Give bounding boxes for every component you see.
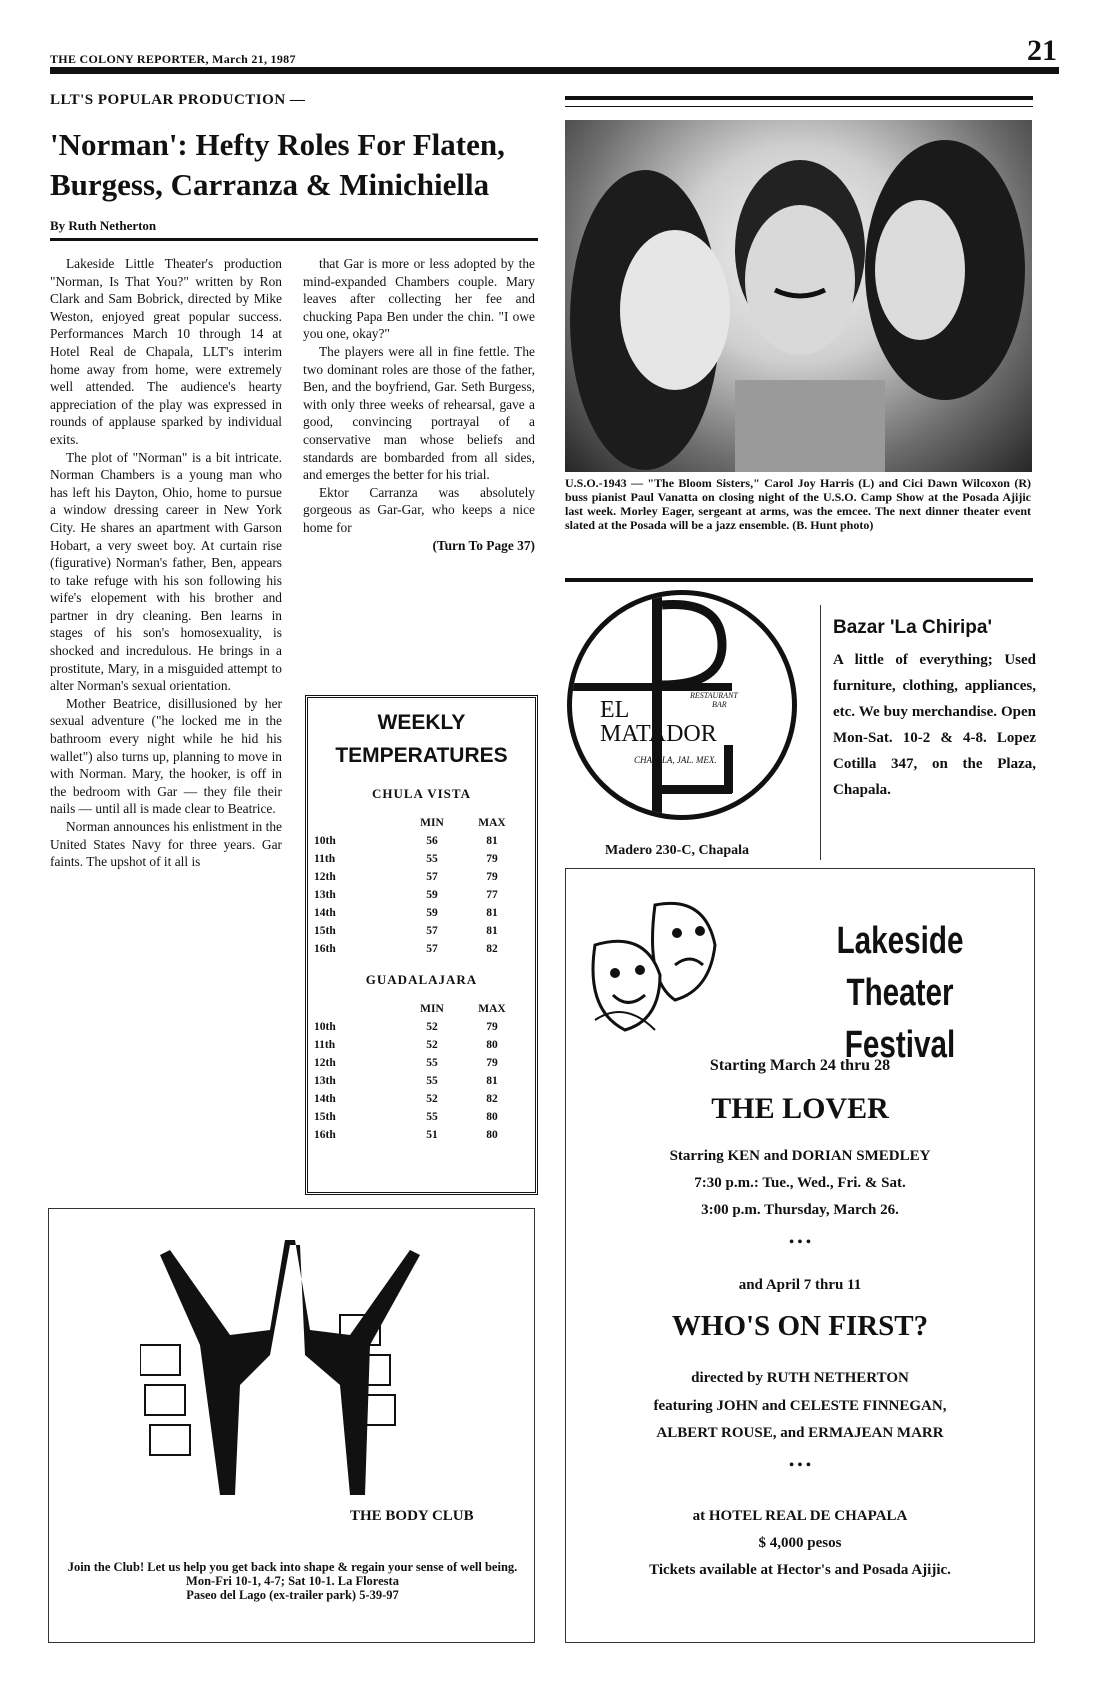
temperature-row — [314, 1054, 529, 1072]
min-cell: 59 — [426, 889, 438, 901]
ticket-info: Tickets available at Hector's and Posada Ajijic. — [649, 1562, 951, 1578]
temps-header-row — [314, 1000, 529, 1018]
play-2-featuring-1: featuring JOHN and CELESTE FINNEGAN, — [653, 1398, 947, 1414]
min-cell: 51 — [426, 1129, 438, 1141]
temperature-row — [314, 1090, 529, 1108]
day-cell: 12th — [314, 1057, 336, 1069]
theater-title — [799, 915, 1002, 1071]
max-cell: 81 — [486, 907, 498, 919]
turn-to-page: (Turn To Page 37) — [432, 537, 535, 553]
article-kicker: LLT'S POPULAR PRODUCTION — — [50, 92, 306, 108]
play-1-times-2: 3:00 p.m. Thursday, March 26. — [701, 1202, 899, 1218]
bazar-body: A little of everything; Used furniture, clothing, appliances, etc. We buy merchandise. Open Mon-Sat. 10-2 & 4-8. Lopez Cotilla 347, on the Plaza, Chapala. — [833, 652, 1036, 798]
min-label: MIN — [420, 817, 444, 829]
play-1-starring: Starring KEN and DORIAN SMEDLEY — [669, 1148, 931, 1164]
max-cell: 77 — [486, 889, 498, 901]
max-cell: 81 — [486, 1075, 498, 1087]
guadalajara-rows — [314, 1018, 529, 1144]
day-cell: 16th — [314, 1129, 336, 1141]
min-cell: 52 — [426, 1093, 438, 1105]
max-cell: 82 — [486, 1093, 498, 1105]
city-name: CHULA VISTA — [371, 786, 472, 801]
max-cell: 79 — [486, 871, 498, 883]
max-cell: 80 — [486, 1111, 498, 1123]
photo-figures-icon — [565, 120, 1032, 472]
max-cell: 81 — [486, 925, 498, 937]
photo-top-rule — [565, 96, 1033, 100]
matador-city: CHAPALA, JAL. MEX. — [634, 755, 717, 765]
temperature-row — [314, 922, 529, 940]
article-column-2 — [303, 255, 535, 554]
photo-top-rule-thin — [565, 106, 1033, 107]
temperature-row — [314, 868, 529, 886]
bazar-ad — [820, 605, 1040, 860]
temperature-row — [314, 1072, 529, 1090]
min-cell: 55 — [426, 853, 438, 865]
body-club-line-2: Mon-Fri 10-1, 4-7; Sat 10-1. La Floresta — [186, 1574, 399, 1588]
temperature-row — [314, 886, 529, 904]
temps-title-1: WEEKLY — [377, 711, 466, 734]
day-cell: 15th — [314, 925, 336, 937]
play-1-times-1: 7:30 p.m.: Tue., Wed., Fri. & Sat. — [694, 1175, 906, 1191]
matador-address: Madero 230-C, Chapala — [605, 843, 750, 858]
dates-2: and April 7 thru 11 — [738, 1277, 862, 1293]
day-cell: 16th — [314, 943, 336, 955]
day-cell: 11th — [314, 853, 336, 865]
min-cell: 55 — [426, 1057, 438, 1069]
min-cell: 59 — [426, 907, 438, 919]
max-label: MAX — [478, 1003, 506, 1015]
play-2-featuring-2: ALBERT ROUSE, and ERMAJEAN MARR — [656, 1425, 944, 1441]
masthead-rule — [50, 67, 1059, 74]
theater-masks-icon — [585, 895, 735, 1035]
day-cell: 15th — [314, 1111, 336, 1123]
paragraph: The players were all in fine fettle. The two dominant roles are those of the father, Ben, and the boyfriend, Gar. Seth Burgess, with only three weeks of rehearsal, gave a good, convincing portrayal of a conservative man whose beliefs and standards are bombarded from all sides, and emerges the better for his trial. — [303, 343, 535, 483]
min-label: MIN — [420, 1003, 444, 1015]
body-club-name: THE BODY CLUB — [350, 1508, 474, 1524]
max-cell: 80 — [486, 1129, 498, 1141]
el-matador-logo — [567, 590, 797, 820]
city-name: GUADALAJARA — [365, 972, 478, 987]
page-number: 21 — [1027, 34, 1057, 67]
paragraph: Ektor Carranza was absolutely gorgeous as Gar-Gar, who keeps a nice home for — [303, 484, 535, 535]
matador-restaurant: RESTAURANT — [690, 691, 738, 700]
day-cell: 14th — [314, 1093, 336, 1105]
temperature-row — [314, 1126, 529, 1144]
temps-title-2: TEMPERATURES — [335, 744, 508, 767]
play-2-director: directed by RUTH NETHERTON — [691, 1370, 909, 1386]
paragraph: Mother Beatrice, disillusioned by her sexual adventure ("he locked me in the bathroom every night while he hid his wallet") also turns up, planning to move in with Norman. Mary, the hooker, is off in the bedroom with Gar — they file their nails — until all is made clear to Beatrice. — [50, 695, 282, 817]
body-club-line-3: Paseo del Lago (ex-trailer park) 5-39-97 — [186, 1588, 399, 1602]
min-cell: 52 — [426, 1039, 438, 1051]
matador-name: MATADOR — [600, 721, 717, 747]
temperature-row — [314, 850, 529, 868]
day-cell: 14th — [314, 907, 336, 919]
article-headline: 'Norman': Hefty Roles For Flaten, Burgess, Carranza & Minichiella — [50, 127, 505, 202]
temperature-row — [314, 832, 529, 850]
day-cell: 11th — [314, 1039, 336, 1051]
caption-rule — [565, 578, 1033, 582]
max-label: MAX — [478, 817, 506, 829]
body-club-line-1: Join the Club! Let us help you get back into shape & regain your sense of well being. — [67, 1560, 518, 1574]
separator-stars: • • • — [789, 1235, 811, 1250]
play-2-title: WHO'S ON FIRST? — [671, 1310, 929, 1342]
ticket-price: $ 4,000 pesos — [758, 1535, 842, 1551]
venue: at HOTEL REAL DE CHAPALA — [692, 1508, 908, 1524]
bazar-title: Bazar 'La Chiripa' — [833, 617, 992, 638]
max-cell: 79 — [486, 1021, 498, 1033]
temps-header-row — [314, 814, 529, 832]
theater-title-2: Festival — [844, 1024, 956, 1066]
min-cell: 55 — [426, 1075, 438, 1087]
min-cell: 52 — [426, 1021, 438, 1033]
paragraph: The plot of "Norman" is a bit intricate. Norman Chambers is a young man who has left his Dayton, Ohio, home to pursue a window dressing career in New York City. He shares an apartment with Garson Hobart, a very sweet boy. At curtain rise (figurative) Norman's father, Ben, appears to take refuge with his son following his wife's elopement with his brother and partner in dry cleaning. Ben learns in stages of his son's homosexuality, is shocked and incredulous. He brings in a prostitute, Mary, in a misguided attempt to alter Norman's sexual orientation. — [50, 449, 282, 694]
day-cell: 10th — [314, 835, 336, 847]
masthead: THE COLONY REPORTER, March 21, 1987 — [50, 52, 296, 66]
temperature-row — [314, 1108, 529, 1126]
separator-stars-2: • • • — [789, 1458, 811, 1473]
matador-el: EL — [600, 697, 630, 723]
article-byline: By Ruth Netherton — [50, 218, 157, 233]
min-cell: 57 — [426, 943, 438, 955]
weekly-temperatures-box — [305, 695, 538, 1195]
day-cell: 13th — [314, 1075, 336, 1087]
max-cell: 79 — [486, 853, 498, 865]
min-cell: 57 — [426, 925, 438, 937]
temperature-row — [314, 1018, 529, 1036]
dancers-illustration-icon — [140, 1235, 440, 1505]
theater-title-1: Lakeside Theater — [836, 920, 964, 1014]
temperature-row — [314, 940, 529, 958]
paragraph: Lakeside Little Theater's production "Norman, Is That You?" written by Ron Clark and Sam Bobrick, directed by Mike Weston, enjoyed great popular success. Performances March 10 through 14 at Hotel Real de Chapala, LLT's interim home away from home, were extremely well attended. The audience's hearty appreciation of the play was expressed in rounds of applause sparked by individual exits. — [50, 256, 282, 447]
max-cell: 81 — [486, 835, 498, 847]
min-cell: 55 — [426, 1111, 438, 1123]
day-cell: 10th — [314, 1021, 336, 1033]
min-cell: 56 — [426, 835, 438, 847]
day-cell: 12th — [314, 871, 336, 883]
uso-photo — [565, 120, 1032, 472]
max-cell: 79 — [486, 1057, 498, 1069]
temperature-row — [314, 904, 529, 922]
paragraph: that Gar is more or less adopted by the mind-expanded Chambers couple. Mary leaves after collecting her fee and chucking Papa Ben under the chin. "I owe you one, okay?" — [303, 256, 535, 342]
byline-rule — [50, 238, 538, 241]
paragraph: Norman announces his enlistment in the United States Navy for three years. Gar faints. The upshot of it all is — [50, 819, 282, 870]
play-1-title: THE LOVER — [711, 1092, 889, 1125]
body-club-text — [60, 1560, 525, 1602]
temperature-row — [314, 1036, 529, 1054]
max-cell: 82 — [486, 943, 498, 955]
dates-1: Starting March 24 thru 28 — [709, 1057, 891, 1074]
article-column-1 — [50, 255, 282, 871]
chula-vista-rows — [314, 832, 529, 958]
day-cell: 13th — [314, 889, 336, 901]
photo-caption: U.S.O.-1943 — "The Bloom Sisters," Carol Joy Harris (L) and Cici Dawn Wilcoxon (R) buss pianist Paul Vanatta on closing night of the U.S.O. Camp Show at the Posada Ajijic last week. Morley Eager, sergeant at arms, was the emcee. The next dinner theater event slated at the Posada will be a jazz ensemble. (B. Hunt photo) — [565, 476, 1031, 532]
min-cell: 57 — [426, 871, 438, 883]
matador-bar: BAR — [712, 700, 727, 709]
max-cell: 80 — [486, 1039, 498, 1051]
